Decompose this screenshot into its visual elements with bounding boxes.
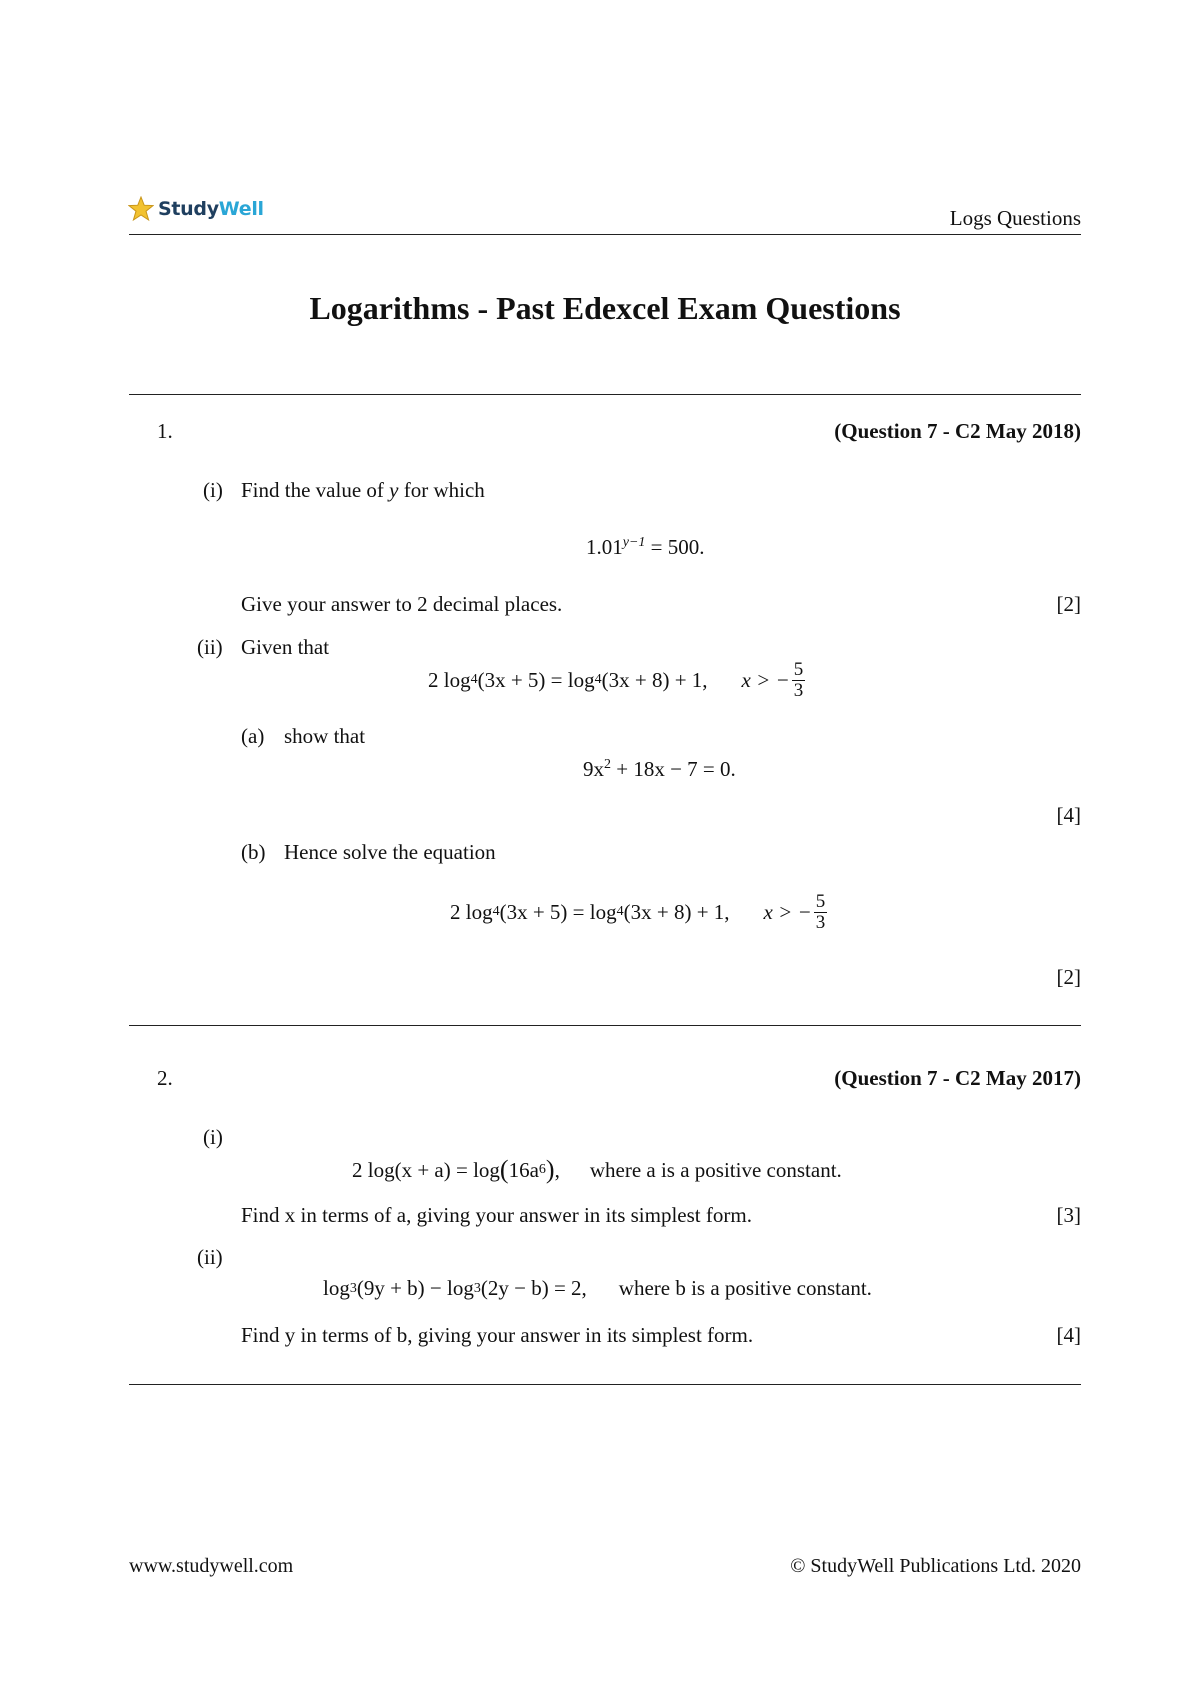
- q2-ii-instruction: Find y in terms of b, giving your answer in its simplest form.: [241, 1323, 754, 1347]
- footer-website: www.studywell.com: [129, 1555, 294, 1577]
- q1-part-i-text: [241, 478, 485, 503]
- star-icon: [128, 196, 154, 222]
- eq-paren: (: [499, 1155, 509, 1184]
- q1-b-label: (b): [241, 840, 266, 864]
- eq-part: (3x + 5) = log: [499, 899, 617, 924]
- q1-b-text: Hence solve the equation: [284, 840, 496, 864]
- q1-part-ii-text: Given that: [241, 635, 330, 659]
- eq-part: (3x + 8) + 1,: [601, 667, 708, 692]
- q2-i-instruction: Find x in terms of a, giving your answer in its simplest form.: [241, 1203, 752, 1227]
- q1-a-text: show that: [284, 724, 366, 748]
- eq-part: (9y + b) − log: [356, 1276, 474, 1300]
- header-rule: [129, 234, 1081, 235]
- eq-part: (3x + 5) = log: [477, 667, 595, 692]
- q1-i-eq-base: 1.01: [586, 535, 623, 559]
- eq-part: log: [323, 1276, 350, 1300]
- q1-i-equation: [586, 535, 705, 560]
- q1-i-eq-exp: y−1: [622, 535, 646, 550]
- fraction-denominator: 3: [793, 679, 804, 701]
- eq-part: (2y − b) = 2,: [480, 1276, 587, 1300]
- logo-text-well: Well: [218, 198, 264, 220]
- fraction-numerator: 5: [793, 659, 804, 680]
- question-2-number: 2.: [157, 1066, 173, 1090]
- section-rule: [129, 1025, 1081, 1026]
- question-1-source: (Question 7 - C2 May 2018): [834, 419, 1081, 443]
- eq-part: ,: [554, 1157, 560, 1182]
- q1-part-i-label: (i): [203, 478, 223, 502]
- q2-i-equation: 2 log(x + a) = log ( 16a 6 ) , where a is a positive constant.: [352, 1155, 842, 1184]
- eq-part: 9x: [583, 757, 604, 781]
- page-title: Logarithms - Past Edexcel Exam Questions: [309, 290, 901, 326]
- eq-where: where b is a positive constant.: [618, 1276, 872, 1300]
- q1-b-marks: [2]: [1056, 965, 1081, 989]
- eq-part: 2 log: [428, 667, 471, 692]
- studywell-logo: [128, 196, 264, 222]
- eq-part: 2 log(x + a) = log: [352, 1157, 500, 1182]
- q1-i-text-post: for which: [398, 478, 485, 502]
- eq-paren: ): [545, 1155, 555, 1184]
- question-2-source: (Question 7 - C2 May 2017): [834, 1066, 1081, 1090]
- q2-part-ii-label: (ii): [197, 1245, 223, 1269]
- q1-a-equation: [583, 757, 736, 782]
- q1-ii-equation: 2 log 4 (3x + 5) = log 4 (3x + 8) + 1, x > − $\frac{5}{3}$: [428, 659, 804, 701]
- eq-condition: x > −: [741, 667, 790, 692]
- eq-part: (3x + 8) + 1,: [623, 899, 730, 924]
- q2-part-i-label: (i): [203, 1125, 223, 1149]
- eq-part: 16a: [508, 1157, 539, 1182]
- eq-exp: 2: [604, 757, 611, 772]
- q2-ii-marks: [4]: [1056, 1323, 1081, 1347]
- section-rule: [129, 1384, 1081, 1385]
- q1-a-label: (a): [241, 724, 265, 748]
- q1-i-var: y: [389, 478, 399, 502]
- q1-i-text-pre: Find the value of: [241, 478, 390, 502]
- q1-i-marks: [2]: [1056, 592, 1081, 616]
- section-rule: [129, 394, 1081, 395]
- logo-text-study: Study: [158, 198, 219, 220]
- q1-part-ii-label: (ii): [197, 635, 223, 659]
- q2-i-marks: [3]: [1056, 1203, 1081, 1227]
- fraction-denominator: 3: [815, 911, 826, 933]
- question-1-number: 1.: [157, 419, 173, 443]
- q1-a-marks: [4]: [1056, 803, 1081, 827]
- eq-part: + 18x − 7 = 0.: [611, 757, 736, 781]
- fraction: [814, 892, 828, 933]
- fraction: [792, 660, 806, 701]
- q1-i-eq-rhs: = 500.: [645, 535, 705, 559]
- header-label: Logs Questions: [949, 206, 1081, 230]
- fraction-numerator: 5: [815, 891, 826, 912]
- eq-condition: x > −: [763, 899, 812, 924]
- footer-copyright: © StudyWell Publications Ltd. 2020: [790, 1555, 1081, 1577]
- q1-i-instruction: Give your answer to 2 decimal places.: [241, 592, 563, 616]
- eq-part: 2 log: [450, 899, 493, 924]
- eq-where: where a is a positive constant.: [589, 1157, 842, 1182]
- q2-ii-equation: log 3 (9y + b) − log 3 (2y − b) = 2, where b is a positive constant.: [323, 1276, 872, 1300]
- q1-b-equation: 2 log 4 (3x + 5) = log 4 (3x + 8) + 1, x > − $\frac{5}{3}$: [450, 891, 826, 933]
